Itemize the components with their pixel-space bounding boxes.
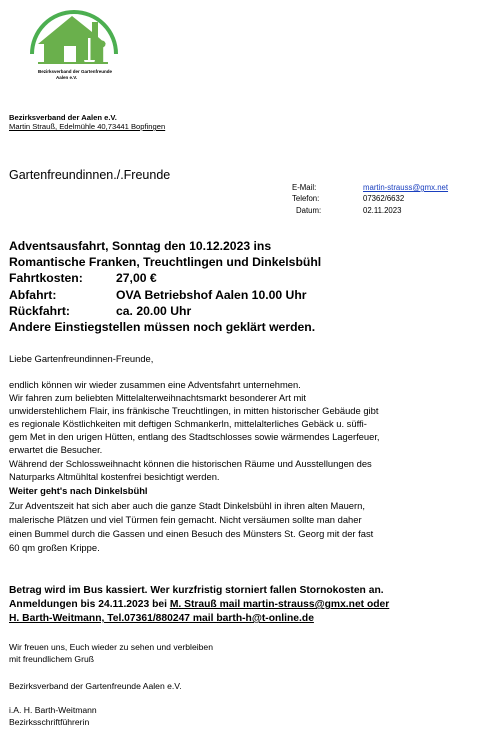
body-line: unwiderstehlichem Flair, ins fränkische Treuchtlingen, in mitten historischer Gebäude gibt <box>9 405 379 416</box>
signer-name: i.A. H. Barth-Weitmann <box>9 705 97 715</box>
body-line: Naturparks Altmühltal kostenfrei besichtigt werden. <box>9 471 220 482</box>
body-line: Zur Adventszeit hat sich aber auch die ganze Stadt Dinkelsbühl in ihren alten Mauern, <box>9 500 365 511</box>
body-line: gem Met in den urigen Hütten, entlang des Stadtschlosses sowie wärmendes Lagerfeuer, <box>9 431 380 442</box>
email-label: E-Mail: <box>292 183 317 192</box>
body-line: erwartet die Besucher. <box>9 444 103 455</box>
booking-contact-barth[interactable]: H. Barth-Weitmann, Tel.07361/880247 mail barth-h@t-online.de <box>9 613 314 624</box>
logo-text-line1: Bezirksverband der Gartenfreunde <box>38 69 113 74</box>
body-line: Während der Schlossweihnacht können die historischen Räume und Ausstellungen des <box>9 458 372 469</box>
signer-role: Bezirksschriftführerin <box>9 717 90 727</box>
closing-line1: Wir freuen uns, Euch wieder zu sehen und verbleiben <box>9 642 213 652</box>
logo-text-line2: Aalen e.V. <box>56 75 78 80</box>
body-line: Wir fahren zum beliebten Mittelalterweihnachtsmarkt besonderer Art mit <box>9 392 306 403</box>
sender-address: Martin Strauß, Edelmühle 40,73441 Bopfingen <box>9 122 166 131</box>
booking-deadline: Anmeldungen bis 24.11.2023 bei <box>9 599 170 610</box>
email-link[interactable]: martin-strauss@gmx.net <box>363 183 449 192</box>
return-label: Rückfahrt: <box>9 304 70 318</box>
booking-registration <box>9 599 389 610</box>
headline-line1: Adventsausfahrt, Sonntag den 10.12.2023 ins <box>9 239 272 253</box>
greeting-title: Gartenfreundinnen./.Freunde <box>9 168 171 182</box>
closing-line2: mit freundlichem Gruß <box>9 654 95 664</box>
sender-name: Bezirksverband der Aalen e.V. <box>9 113 117 122</box>
phone-value: 07362/6632 <box>363 194 405 203</box>
body-line: 60 qm großen Krippe. <box>9 542 100 553</box>
phone-label: Telefon: <box>292 194 320 203</box>
date-label: Datum: <box>296 206 322 215</box>
body-line: es regionale Köstlichkeiten mit deftigen Schmankerln, mittelalterliches Gebäck u. süffi- <box>9 418 367 429</box>
body-line: einen Bummel durch die Gassen und einen Besuch des Münsters St. Georg mit der fast <box>9 528 374 539</box>
departure-label: Abfahrt: <box>9 288 57 302</box>
booking-contact-strauss[interactable]: M. Strauß mail martin-strauss@gmx.net oder <box>169 599 390 610</box>
departure-value: OVA Betriebshof Aalen 10.00 Uhr <box>116 288 307 302</box>
date-value: 02.11.2023 <box>363 206 402 215</box>
cost-value: 27,00 € <box>116 271 157 285</box>
headline-line2: Romantische Franken, Treuchtlingen und Dinkelsbühl <box>9 255 322 269</box>
body-line: malerische Plätzen und viel Türmen fein gemacht. Nicht versäumen sollte man daher <box>9 514 362 525</box>
booking-payment-note: Betrag wird im Bus kassiert. Wer kurzfristig storniert fallen Stornokosten an. <box>9 585 384 596</box>
body-line: endlich können wir wieder zusammen eine Adventsfahrt unternehmen. <box>9 379 301 390</box>
subheading-dinkelsbuehl: Weiter geht's nach Dinkelsbühl <box>9 485 148 496</box>
salutation: Liebe Gartenfreundinnen-Freunde, <box>9 353 154 364</box>
return-value: ca. 20.00 Uhr <box>116 304 192 318</box>
cost-label: Fahrtkosten: <box>9 271 83 285</box>
closing-org: Bezirksverband der Gartenfreunde Aalen e.V. <box>9 681 182 691</box>
headline-note: Andere Einstiegstellen müssen noch geklärt werden. <box>9 320 316 334</box>
